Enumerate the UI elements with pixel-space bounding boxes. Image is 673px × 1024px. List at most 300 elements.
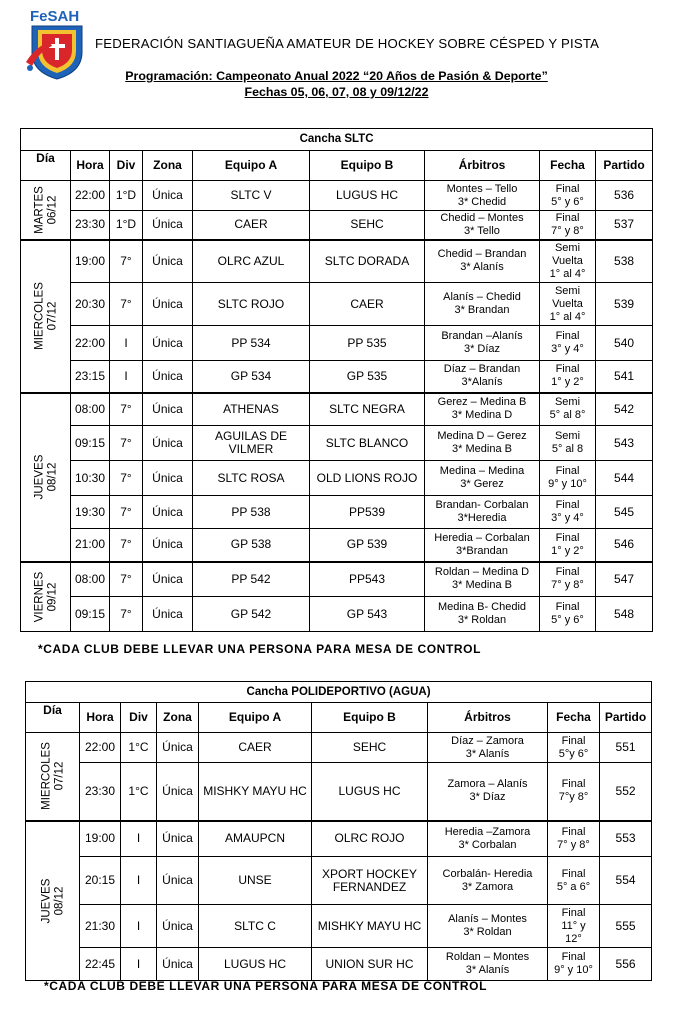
fecha-cell	[548, 905, 600, 948]
div-cell: 7°	[110, 562, 143, 597]
arbitros-cell-line: Medina D – Gerez	[437, 430, 527, 442]
fecha-cell	[540, 393, 596, 426]
fecha-cell	[540, 496, 596, 529]
fecha-cell-line: Final	[561, 778, 586, 791]
table-title: Cancha SLTC	[21, 129, 653, 151]
zona-cell: Única	[143, 283, 193, 326]
equipo-b-cell: LUGUS HC	[310, 181, 425, 211]
day-label-line: 08/12	[45, 462, 58, 492]
equipo-a-cell: CAER	[199, 733, 312, 763]
arbitros-cell	[428, 763, 548, 821]
partido-cell: 554	[600, 857, 652, 905]
partido-cell: 536	[596, 181, 653, 211]
fecha-cell-line: 3° y 4°	[551, 343, 584, 355]
hora-cell: 08:00	[71, 562, 110, 597]
table-row	[26, 733, 652, 763]
day-label-line: 08/12	[52, 886, 65, 916]
day-label-line: MIERCOLES	[40, 742, 52, 811]
fecha-cell-line: Final	[561, 825, 586, 838]
fecha-cell	[540, 597, 596, 632]
arbitros-cell	[425, 496, 540, 529]
arbitros-cell-line: 3* Gerez	[460, 478, 504, 490]
equipo-a-cell: SLTC V	[193, 181, 310, 211]
arbitros-cell-line: 3* Díaz	[469, 791, 506, 804]
zona-cell: Única	[157, 763, 199, 821]
equipo-a-cell: AGUILAS DE VILMER	[193, 426, 310, 461]
arbitros-cell-line: Díaz – Zamora	[451, 734, 524, 747]
fecha-cell-line: Final	[555, 499, 580, 511]
equipo-a-cell: SLTC ROSA	[193, 461, 310, 496]
arbitros-cell-line: 3*Heredia	[457, 512, 507, 524]
col-header-dia: Día	[21, 151, 71, 181]
note-mesa-control: *CADA CLUB DEBE LLEVAR UNA PERSONA PARA MESA DE CONTROL	[38, 642, 482, 656]
fecha-cell-line: 5° a 6°	[556, 880, 591, 893]
arbitros-cell-line: Alanís – Montes	[448, 913, 527, 925]
hora-cell: 22:00	[71, 181, 110, 211]
div-cell: 7°	[110, 529, 143, 562]
zona-cell: Única	[157, 948, 199, 981]
partido-cell: 541	[596, 361, 653, 393]
fecha-cell-line: 7° y 8°	[551, 579, 584, 592]
div-cell: 1°D	[110, 181, 143, 211]
fecha-cell	[540, 361, 596, 393]
equipo-a-cell: ATHENAS	[193, 393, 310, 426]
fecha-cell-line: Final	[555, 566, 580, 579]
day-label	[33, 186, 58, 234]
partido-cell: 545	[596, 496, 653, 529]
table-row	[21, 361, 653, 393]
fecha-cell-line: 7° y 8°	[551, 224, 584, 237]
col-header-zona: Zona	[143, 151, 193, 181]
fecha-cell-line: 5° y 6°	[551, 195, 584, 208]
day-label-line: 06/12	[45, 195, 58, 225]
partido-cell: 555	[600, 905, 652, 948]
hora-cell: 21:00	[71, 529, 110, 562]
arbitros-cell	[425, 562, 540, 597]
zona-cell: Única	[143, 361, 193, 393]
partido-cell: 538	[596, 240, 653, 283]
table-row	[26, 763, 652, 821]
fecha-cell	[540, 181, 596, 211]
arbitros-cell-line: Brandan –Alanís	[441, 330, 523, 342]
col-header-equipo-b: Equipo B	[310, 151, 425, 181]
arbitros-cell	[425, 461, 540, 496]
table-row	[21, 326, 653, 361]
div-cell: 7°	[110, 426, 143, 461]
fecha-cell	[540, 326, 596, 361]
day-label	[33, 282, 58, 350]
arbitros-cell	[428, 733, 548, 763]
day-cell	[21, 562, 71, 632]
col-header-div: Div	[121, 703, 157, 733]
partido-cell: 547	[596, 562, 653, 597]
table-row	[21, 496, 653, 529]
col-header-equipo-a: Equipo A	[193, 151, 310, 181]
table-row	[21, 562, 653, 597]
arbitros-cell	[428, 857, 548, 905]
day-label-line: 07/12	[52, 761, 65, 791]
day-label-line: 07/12	[45, 301, 58, 331]
table-row	[21, 393, 653, 426]
fecha-cell-line: 1° al 4°	[549, 310, 586, 323]
arbitros-cell-line: Montes – Tello	[446, 182, 518, 195]
div-cell: 7°	[110, 283, 143, 326]
arbitros-cell-line: 3* Chedid	[457, 195, 507, 208]
day-label	[33, 572, 58, 623]
partido-cell: 542	[596, 393, 653, 426]
arbitros-cell-line: Díaz – Brandan	[443, 363, 521, 376]
partido-cell: 548	[596, 597, 653, 632]
fecha-cell-line: 5° al 8	[551, 443, 584, 455]
fecha-cell	[540, 283, 596, 326]
zona-cell: Única	[157, 905, 199, 948]
programacion-title: Programación: Campeonato Anual 2022 “20 Años de Pasión & Deporte”	[125, 69, 548, 83]
fecha-cell-line: 7° y 8°	[557, 838, 590, 851]
equipo-b-cell: MISHKY MAYU HC	[312, 905, 428, 948]
arbitros-cell-line: Medina – Medina	[439, 465, 525, 477]
zona-cell: Única	[157, 733, 199, 763]
arbitros-cell-line: Gerez – Medina B	[437, 396, 527, 409]
arbitros-cell-line: 3*Alanís	[461, 376, 503, 389]
arbitros-cell-line: 3* Tello	[464, 224, 500, 237]
zona-cell: Única	[143, 240, 193, 283]
day-label-line: JUEVES	[33, 454, 45, 500]
day-cell	[26, 733, 80, 821]
equipo-a-cell: CAER	[193, 211, 310, 240]
fecha-cell-line: 1° al 4°	[549, 267, 586, 280]
equipo-b-cell: UNION SUR HC	[312, 948, 428, 981]
col-header-fecha: Fecha	[540, 151, 596, 181]
div-cell: I	[121, 905, 157, 948]
col-header-fecha: Fecha	[548, 703, 600, 733]
zona-cell: Única	[143, 426, 193, 461]
arbitros-cell	[425, 529, 540, 562]
arbitros-cell-line: 3* Brandan	[454, 304, 510, 316]
equipo-b-cell: GP 539	[310, 529, 425, 562]
equipo-a-cell: PP 538	[193, 496, 310, 529]
equipo-b-cell: CAER	[310, 283, 425, 326]
hora-cell: 19:30	[71, 496, 110, 529]
equipo-b-cell: XPORT HOCKEY FERNANDEZ	[312, 857, 428, 905]
hora-cell: 22:00	[80, 733, 121, 763]
equipo-a-cell: SLTC C	[199, 905, 312, 948]
fecha-cell-line: 1° y 2°	[551, 544, 584, 557]
partido-cell: 556	[600, 948, 652, 981]
arbitros-cell-line: Chedid – Brandan	[437, 248, 527, 261]
zona-cell: Única	[143, 562, 193, 597]
equipo-b-cell: SLTC NEGRA	[310, 393, 425, 426]
equipo-b-cell: PP543	[310, 562, 425, 597]
arbitros-cell-line: 3* Medina B	[452, 443, 512, 455]
arbitros-cell-line: 3* Roldan	[463, 926, 512, 938]
hora-cell: 20:15	[80, 857, 121, 905]
hora-cell: 08:00	[71, 393, 110, 426]
col-header-div: Div	[110, 151, 143, 181]
table-row	[21, 529, 653, 562]
zona-cell: Única	[143, 181, 193, 211]
hora-cell: 23:30	[80, 763, 121, 821]
fecha-cell	[548, 821, 600, 857]
div-cell: 1°C	[121, 733, 157, 763]
fecha-cell-line: Final	[555, 601, 580, 613]
zona-cell: Única	[143, 393, 193, 426]
fechas-subtitle: Fechas 05, 06, 07, 08 y 09/12/22	[244, 85, 429, 99]
fecha-cell-line: 5°y 6°	[558, 747, 589, 760]
partido-cell: 552	[600, 763, 652, 821]
fecha-cell-line: Final	[561, 734, 586, 747]
arbitros-cell-line: 3* Alanís	[465, 964, 510, 976]
hora-cell: 09:15	[71, 597, 110, 632]
fecha-cell-line: Final	[555, 531, 580, 544]
arbitros-cell	[425, 283, 540, 326]
div-cell: 1°C	[121, 763, 157, 821]
hora-cell: 20:30	[71, 283, 110, 326]
arbitros-cell	[425, 361, 540, 393]
equipo-a-cell: GP 538	[193, 529, 310, 562]
arbitros-cell	[428, 948, 548, 981]
hora-cell: 22:45	[80, 948, 121, 981]
table-row	[26, 948, 652, 981]
fecha-cell-line: 1° y 2°	[551, 376, 584, 389]
equipo-b-cell: GP 535	[310, 361, 425, 393]
arbitros-cell	[425, 393, 540, 426]
fecha-cell	[540, 211, 596, 240]
zona-cell: Única	[143, 529, 193, 562]
hora-cell: 21:30	[80, 905, 121, 948]
zona-cell: Única	[143, 496, 193, 529]
arbitros-cell	[425, 597, 540, 632]
arbitros-cell-line: Heredia –Zamora	[444, 825, 531, 838]
fecha-cell	[540, 240, 596, 283]
div-cell: 7°	[110, 597, 143, 632]
hora-cell: 19:00	[80, 821, 121, 857]
fecha-cell-line: 12°	[565, 932, 582, 945]
day-label	[40, 878, 65, 923]
arbitros-cell-line: 3*Brandan	[456, 544, 508, 557]
hora-cell: 09:15	[71, 426, 110, 461]
arbitros-cell-line: 3* Alanís	[465, 747, 510, 760]
div-cell: I	[110, 361, 143, 393]
arbitros-cell-line: Roldan – Montes	[445, 951, 530, 963]
fecha-cell-line: Vuelta	[552, 297, 583, 310]
fecha-cell-line: Vuelta	[552, 254, 583, 267]
day-label-line: MARTES	[33, 185, 45, 234]
partido-cell: 539	[596, 283, 653, 326]
day-label-line: MIERCOLES	[33, 282, 45, 350]
div-cell: 7°	[110, 461, 143, 496]
partido-cell: 551	[600, 733, 652, 763]
fecha-cell-line: Final	[555, 182, 580, 195]
arbitros-cell	[425, 426, 540, 461]
day-label-line: VIERNES	[33, 571, 45, 622]
hora-cell: 23:15	[71, 361, 110, 393]
fecha-cell-line: Final	[561, 951, 586, 963]
fecha-cell-line: Final	[561, 867, 586, 880]
hora-cell: 22:00	[71, 326, 110, 361]
partido-cell: 553	[600, 821, 652, 857]
arbitros-cell-line: Roldan – Medina D	[434, 566, 530, 579]
fecha-cell	[540, 461, 596, 496]
arbitros-cell-line: 3* Roldan	[457, 614, 507, 626]
fecha-cell-line: 11° y	[561, 919, 586, 932]
equipo-b-cell: PP 535	[310, 326, 425, 361]
col-header-equipo-b: Equipo B	[312, 703, 428, 733]
div-cell: I	[121, 857, 157, 905]
day-label	[33, 455, 58, 500]
partido-cell: 543	[596, 426, 653, 461]
col-header-partido: Partido	[596, 151, 653, 181]
fecha-cell-line: Semi	[554, 430, 581, 442]
arbitros-cell-line: Chedid – Montes	[440, 211, 524, 224]
arbitros-cell	[425, 181, 540, 211]
equipo-b-cell: LUGUS HC	[312, 763, 428, 821]
arbitros-cell-line: 3* Corbalan	[458, 838, 517, 851]
arbitros-cell	[428, 905, 548, 948]
arbitros-cell-line: Heredia – Corbalan	[434, 531, 530, 544]
arbitros-cell-line: Brandan- Corbalan	[435, 499, 529, 511]
col-header-zona: Zona	[157, 703, 199, 733]
div-cell: I	[121, 821, 157, 857]
equipo-b-cell: SLTC DORADA	[310, 240, 425, 283]
div-cell: I	[110, 326, 143, 361]
div-cell: 7°	[110, 240, 143, 283]
table-row	[21, 461, 653, 496]
table-row	[21, 597, 653, 632]
arbitros-cell-line: 3* Medina D	[451, 409, 513, 422]
fecha-cell-line: 9° y 10°	[554, 964, 593, 976]
arbitros-cell-line: Medina B- Chedid	[437, 601, 527, 613]
arbitros-cell-line: Zamora – Alanís	[447, 778, 528, 791]
table-row	[26, 857, 652, 905]
schedule-table-polideportivo	[25, 681, 652, 981]
arbitros-cell-line: Corbalán- Heredia	[442, 867, 533, 880]
col-header-arbitros: Árbitros	[425, 151, 540, 181]
note-mesa-control: *CADA CLUB DEBE LLEVAR UNA PERSONA PARA MESA DE CONTROL	[44, 979, 488, 993]
day-cell	[26, 821, 80, 981]
fecha-cell	[540, 562, 596, 597]
table-title: Cancha POLIDEPORTIVO (AGUA)	[26, 682, 652, 703]
zona-cell: Única	[143, 461, 193, 496]
partido-cell: 544	[596, 461, 653, 496]
fecha-cell	[548, 857, 600, 905]
equipo-b-cell: SLTC BLANCO	[310, 426, 425, 461]
fecha-cell-line: Final	[555, 465, 580, 477]
day-label-line: JUEVES	[40, 878, 52, 924]
zona-cell: Única	[143, 597, 193, 632]
fecha-cell	[548, 948, 600, 981]
arbitros-cell	[428, 821, 548, 857]
table-row	[21, 211, 653, 240]
fecha-cell-line: Final	[555, 211, 580, 224]
equipo-b-cell: PP539	[310, 496, 425, 529]
equipo-b-cell: SEHC	[312, 733, 428, 763]
hora-cell: 10:30	[71, 461, 110, 496]
equipo-b-cell: GP 543	[310, 597, 425, 632]
arbitros-cell-line: Alanís – Chedid	[443, 291, 521, 303]
zona-cell: Única	[157, 821, 199, 857]
fecha-cell-line: Semi	[554, 396, 581, 409]
fecha-cell-line: 5° al 8°	[549, 409, 586, 422]
day-cell	[21, 240, 71, 393]
equipo-b-cell: SEHC	[310, 211, 425, 240]
fecha-cell-line: 9° y 10°	[548, 478, 587, 490]
fecha-cell-line: Semi	[554, 241, 581, 254]
fecha-cell	[548, 763, 600, 821]
equipo-a-cell: OLRC AZUL	[193, 240, 310, 283]
arbitros-cell	[425, 211, 540, 240]
zona-cell: Única	[157, 857, 199, 905]
schedule-table-sltc	[20, 128, 653, 632]
equipo-a-cell: PP 534	[193, 326, 310, 361]
fecha-cell	[540, 529, 596, 562]
arbitros-cell-line: 3* Medina B	[452, 579, 512, 592]
equipo-a-cell: GP 542	[193, 597, 310, 632]
col-header-hora: Hora	[80, 703, 121, 733]
day-label	[40, 742, 65, 810]
fecha-cell-line: 7°y 8°	[558, 791, 589, 804]
hora-cell: 19:00	[71, 240, 110, 283]
div-cell: 7°	[110, 393, 143, 426]
partido-cell: 540	[596, 326, 653, 361]
zona-cell: Única	[143, 211, 193, 240]
div-cell: 7°	[110, 496, 143, 529]
federation-name: FEDERACIÓN SANTIAGUEÑA AMATEUR DE HOCKEY SOBRE CÉSPED Y PISTA	[95, 36, 600, 51]
arbitros-cell-line: 3* Díaz	[463, 343, 501, 355]
hora-cell: 23:30	[71, 211, 110, 240]
arbitros-cell	[425, 326, 540, 361]
table-row	[21, 283, 653, 326]
fecha-cell-line: Final	[555, 330, 580, 342]
table-row	[26, 821, 652, 857]
logo-text: FeSAH	[30, 8, 80, 25]
col-header-partido: Partido	[600, 703, 652, 733]
equipo-a-cell: GP 534	[193, 361, 310, 393]
arbitros-cell	[425, 240, 540, 283]
equipo-a-cell: MISHKY MAYU HC	[199, 763, 312, 821]
day-cell	[21, 181, 71, 240]
table-row	[21, 240, 653, 283]
table-row	[21, 181, 653, 211]
col-header-equipo-a: Equipo A	[199, 703, 312, 733]
fecha-cell-line: Final	[555, 363, 580, 376]
partido-cell: 546	[596, 529, 653, 562]
table-row	[26, 905, 652, 948]
div-cell: 1°D	[110, 211, 143, 240]
day-cell	[21, 393, 71, 562]
fecha-cell-line: Final	[561, 906, 586, 919]
equipo-a-cell: LUGUS HC	[199, 948, 312, 981]
zona-cell: Única	[143, 326, 193, 361]
equipo-b-cell: OLD LIONS ROJO	[310, 461, 425, 496]
table-row	[21, 426, 653, 461]
fecha-cell-line: 3° y 4°	[551, 512, 584, 524]
fecha-cell-line: Semi	[554, 284, 581, 297]
fecha-cell-line: 5° y 6°	[551, 614, 584, 626]
day-label-line: 09/12	[45, 582, 58, 612]
col-header-dia: Día	[26, 703, 80, 733]
div-cell: I	[121, 948, 157, 981]
equipo-a-cell: UNSE	[199, 857, 312, 905]
arbitros-cell-line: 3* Zamora	[461, 880, 514, 893]
equipo-a-cell: SLTC ROJO	[193, 283, 310, 326]
col-header-hora: Hora	[71, 151, 110, 181]
arbitros-cell-line: 3* Alanís	[460, 261, 504, 274]
equipo-b-cell: OLRC ROJO	[312, 821, 428, 857]
fecha-cell	[540, 426, 596, 461]
partido-cell: 537	[596, 211, 653, 240]
equipo-a-cell: AMAUPCN	[199, 821, 312, 857]
equipo-a-cell: PP 542	[193, 562, 310, 597]
